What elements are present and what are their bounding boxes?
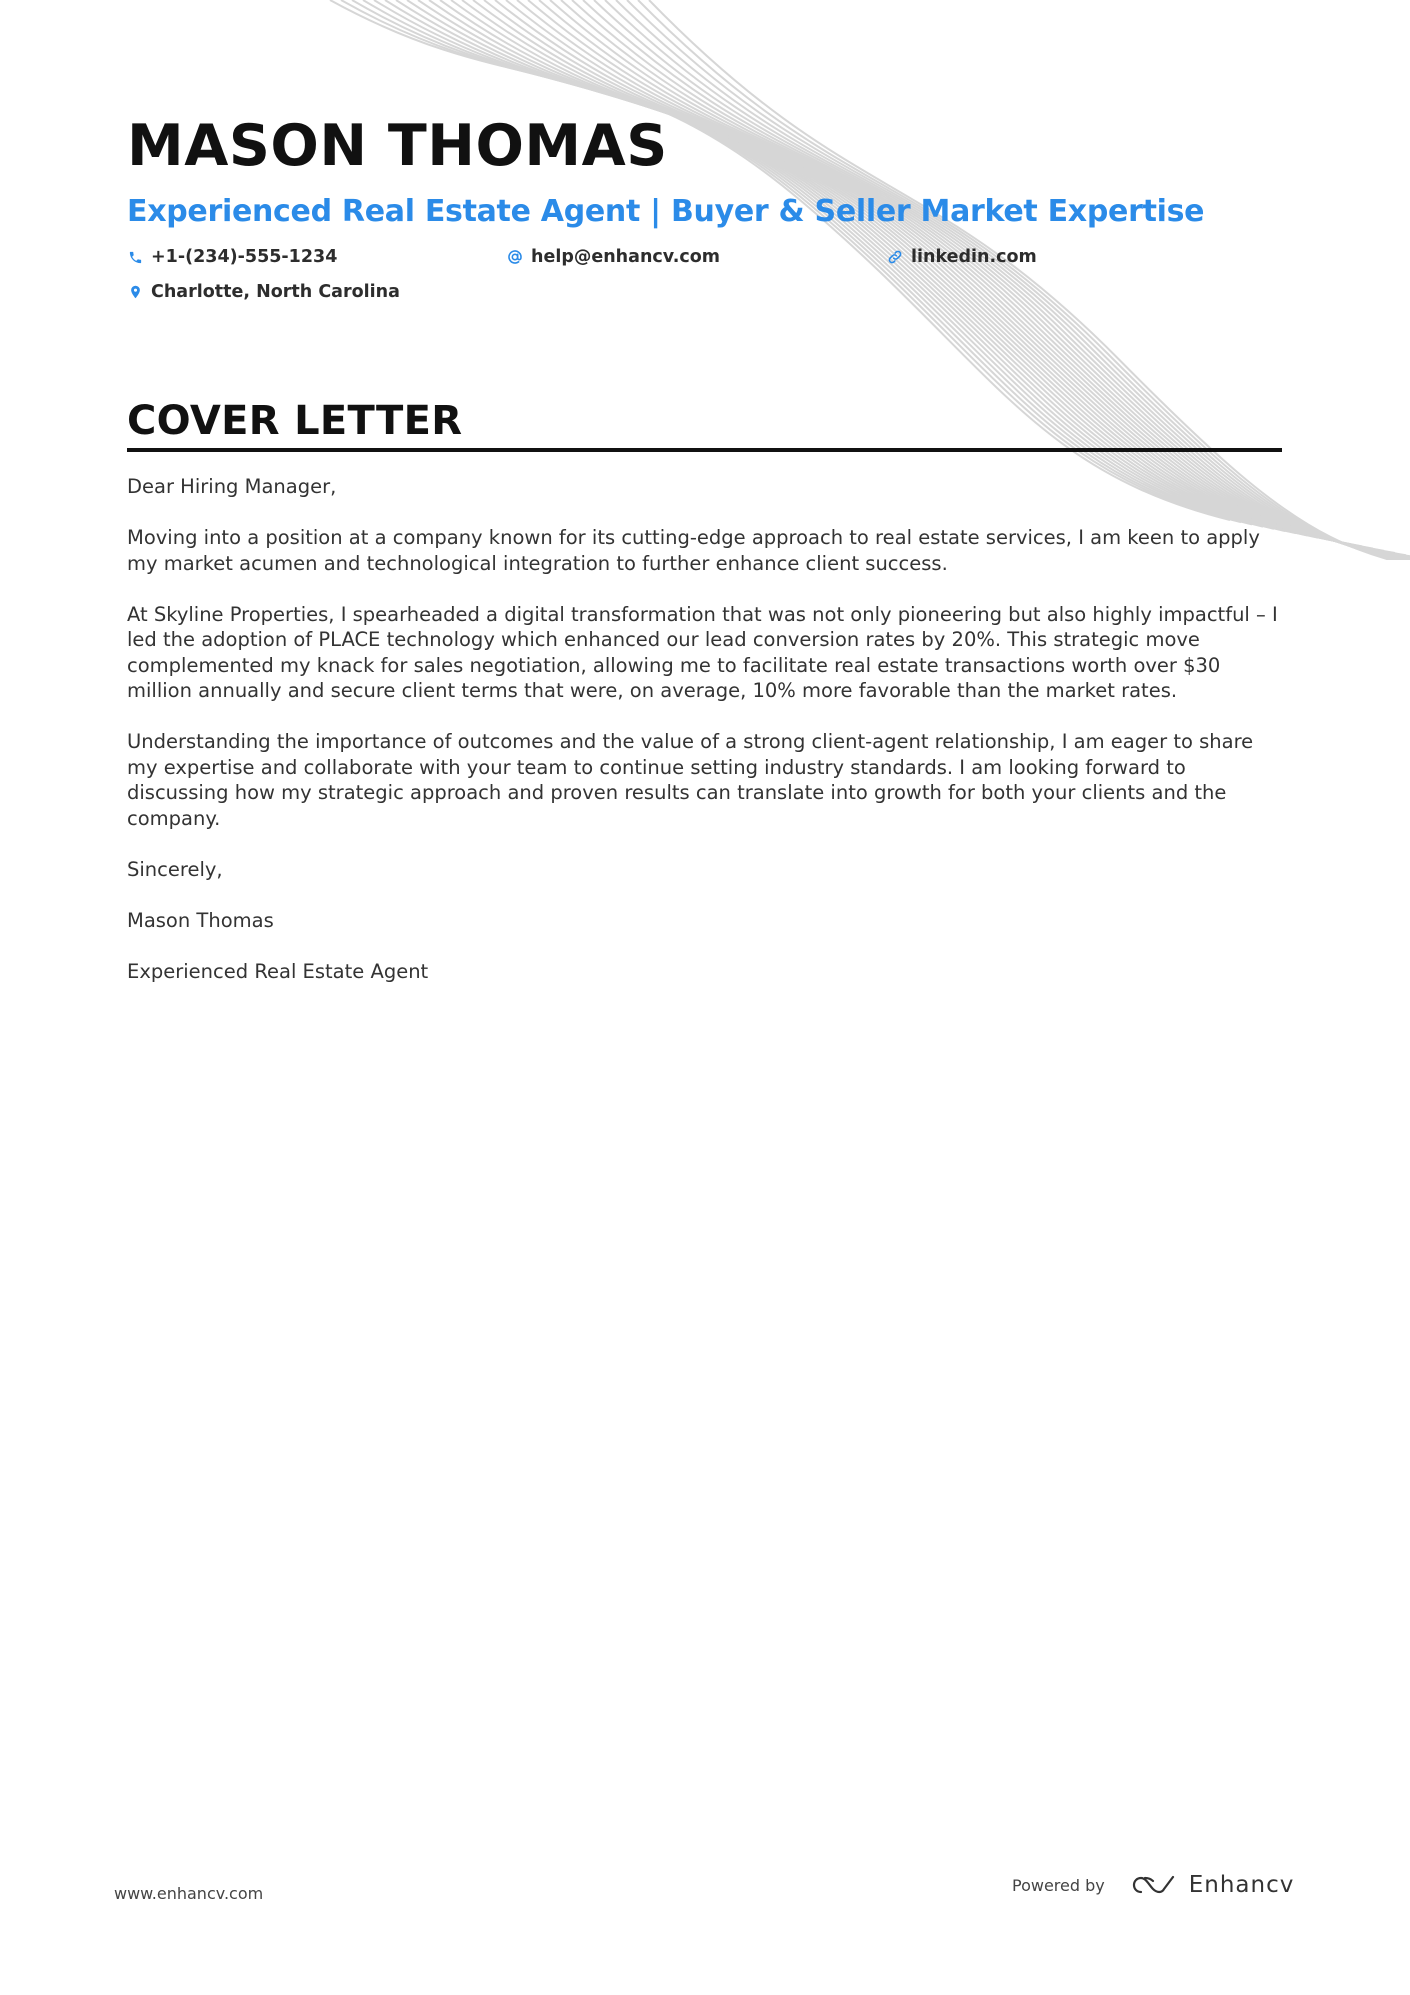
signature-title: Experienced Real Estate Agent <box>127 959 429 983</box>
letter-closing: Sincerely, <box>127 857 223 881</box>
contact-info <box>127 245 1282 304</box>
letter-body <box>127 474 1282 984</box>
location-text: Charlotte, North Carolina <box>151 282 400 302</box>
contact-email[interactable] <box>507 245 887 269</box>
location-pin-icon <box>127 284 143 300</box>
powered-by-label: Powered by <box>1012 1875 1105 1895</box>
brand-logo[interactable] <box>1131 1872 1295 1898</box>
section-title: COVER LETTER <box>127 398 463 444</box>
contact-location <box>127 280 507 304</box>
footer-website[interactable]: www.enhancv.com <box>114 1884 264 1903</box>
enhancv-logo-icon <box>1131 1873 1177 1897</box>
link-icon <box>887 249 903 265</box>
phone-icon <box>127 249 143 265</box>
candidate-headline: Experienced Real Estate Agent | Buyer & Seller Market Expertise <box>127 194 1205 229</box>
letter-greeting: Dear Hiring Manager, <box>127 475 337 498</box>
footer-branding <box>1012 1872 1294 1898</box>
linkedin-text: linkedin.com <box>911 247 1037 267</box>
email-text: help@enhancv.com <box>531 247 721 267</box>
letter-paragraph: Understanding the importance of outcomes and the value of a strong client-agent relationship, I am eager to share my expertise and collaborate with your team to continue setting industry standards. I am looking forward to discussing how my strategic approach and proven results can translate into growth for both your clients and the company. <box>127 730 1254 830</box>
brand-name: Enhancv <box>1188 1872 1295 1898</box>
letter-paragraph: At Skyline Properties, I spearheaded a digital transformation that was not only pioneering but also highly impactful – I led the adoption of PLACE technology which enhanced our lead conversion rates by 20%. This strategic move complemented my knack for sales negotiation, allowing me to facilitate real estate transactions worth over $30 million annually and secure client terms that were, on average, 10% more favorable than the market rates. <box>127 602 1278 702</box>
phone-text: +1-(234)-555-1234 <box>151 247 338 267</box>
cover-letter-page <box>127 108 1282 1010</box>
candidate-name: MASON THOMAS <box>127 113 668 179</box>
contact-phone[interactable] <box>127 245 507 269</box>
contact-linkedin[interactable] <box>887 245 1267 269</box>
letter-paragraph: Moving into a position at a company known for its cutting-edge approach to real estate services, I am keen to apply my market acumen and technological integration to further enhance client success. <box>127 526 1260 575</box>
signature-name: Mason Thomas <box>127 908 274 932</box>
at-icon <box>507 249 523 265</box>
section-divider <box>127 448 1282 452</box>
